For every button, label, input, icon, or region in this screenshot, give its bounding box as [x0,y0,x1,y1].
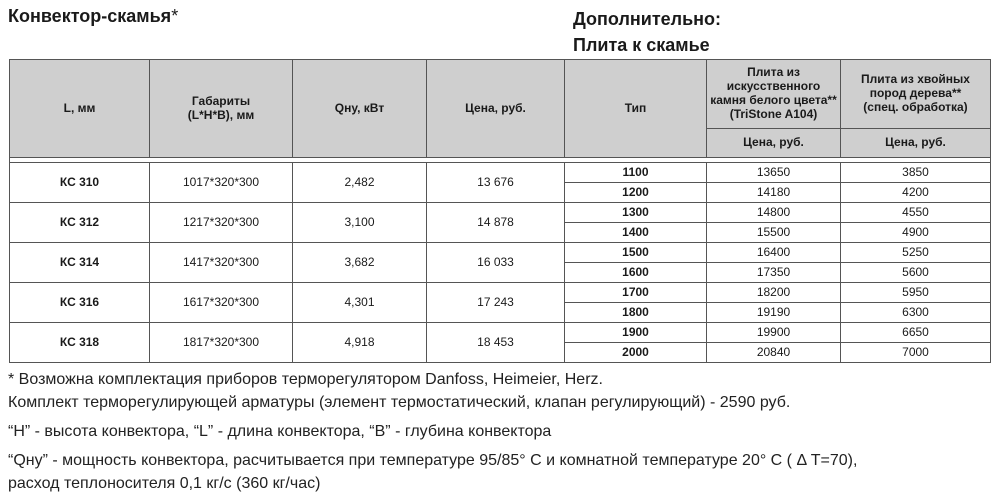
plate-wood-price: 4900 [841,223,991,243]
model-name: КС 310 [10,163,150,203]
plate-wood-price: 6650 [841,323,991,343]
model-name: КС 314 [10,243,150,283]
table-row [10,323,991,343]
table-row [10,243,991,263]
plate-wood-price: 5950 [841,283,991,303]
section-title [573,6,721,58]
model-price: 13 676 [427,163,565,203]
model-price: 16 033 [427,243,565,283]
title-text: Конвектор-скамья [8,6,172,26]
table-row [10,283,991,303]
header-stone-line1: Плита из искусственного [726,65,821,94]
page-title [8,6,178,27]
header-stone [707,60,841,129]
footnote-5: расход теплоносителя 0,1 кг/с (360 кг/час) [8,475,321,492]
footnote-3: “H” - высота конвектора, “L” - длина конвектора, “B” - глубина конвектора [8,423,552,440]
plate-type: 1100 [565,163,707,183]
table-row [10,163,991,183]
header-l: L, мм [10,60,150,158]
model-price: 14 878 [427,203,565,243]
table-row [10,203,991,223]
model-power: 4,918 [293,323,427,363]
plate-type: 2000 [565,343,707,363]
plate-wood-price: 3850 [841,163,991,183]
title-star: * [171,6,179,26]
model-dims: 1817*320*300 [150,323,293,363]
header-stone-line2: камня белого цвета** [710,93,837,107]
header-wood-line3: (спец. обработка) [863,99,968,114]
model-name: КС 316 [10,283,150,323]
plate-stone-price: 14180 [707,183,841,203]
plate-wood-price: 4200 [841,183,991,203]
plate-type: 1700 [565,283,707,303]
plate-type: 1300 [565,203,707,223]
plate-type: 1600 [565,263,707,283]
price-table [9,59,991,363]
plate-type: 1200 [565,183,707,203]
header-dims-line2: (L*H*B), мм [187,107,255,122]
model-name: КС 312 [10,203,150,243]
plate-stone-price: 15500 [707,223,841,243]
header-power: Qну, кВт [293,60,427,158]
header-stone-price: Цена, руб. [707,129,841,158]
plate-type: 1400 [565,223,707,243]
footnote-4: “Qну” - мощность конвектора, расчитывается при температуре 95/85° С и комнатной температуре 20° С ( Δ T=70), [8,452,858,469]
header-type: Тип [565,60,707,158]
footnote-1: * Возможна комплектация приборов терморегулятором Danfoss, Heimeier, Herz. [8,371,603,388]
header-wood [841,60,991,129]
header-wood-line2: пород дерева** [869,86,962,101]
plate-stone-price: 13650 [707,163,841,183]
model-power: 3,682 [293,243,427,283]
model-dims: 1417*320*300 [150,243,293,283]
header-stone-line3: (TriStone A104) [729,106,818,121]
footnotes [8,368,857,495]
plate-wood-price: 5600 [841,263,991,283]
model-dims: 1217*320*300 [150,203,293,243]
plate-wood-price: 7000 [841,343,991,363]
plate-stone-price: 20840 [707,343,841,363]
model-power: 4,301 [293,283,427,323]
header-wood-line1: Плита из хвойных [861,72,970,87]
plate-wood-price: 4550 [841,203,991,223]
plate-stone-price: 16400 [707,243,841,263]
header-dims-line1: Габариты [191,93,251,108]
model-dims: 1617*320*300 [150,283,293,323]
model-price: 17 243 [427,283,565,323]
plate-type: 1500 [565,243,707,263]
header-price: Цена, руб. [427,60,565,158]
header-row-1 [10,60,991,129]
plate-type: 1900 [565,323,707,343]
plate-stone-price: 17350 [707,263,841,283]
plate-type: 1800 [565,303,707,323]
plate-wood-price: 6300 [841,303,991,323]
header-wood-price: Цена, руб. [841,129,991,158]
header-dims [150,60,293,158]
plate-stone-price: 14800 [707,203,841,223]
model-power: 2,482 [293,163,427,203]
model-power: 3,100 [293,203,427,243]
model-dims: 1017*320*300 [150,163,293,203]
model-price: 18 453 [427,323,565,363]
footnote-2: Комплект терморегулирующей арматуры (элемент термостатический, клапан регулирующий) - 2590 руб. [8,394,791,411]
plate-wood-price: 5250 [841,243,991,263]
plate-stone-price: 19900 [707,323,841,343]
plate-stone-price: 18200 [707,283,841,303]
section-title-line1: Дополнительно: [573,9,722,29]
plate-stone-price: 19190 [707,303,841,323]
section-title-line2: Плита к скамье [573,35,710,55]
model-name: КС 318 [10,323,150,363]
